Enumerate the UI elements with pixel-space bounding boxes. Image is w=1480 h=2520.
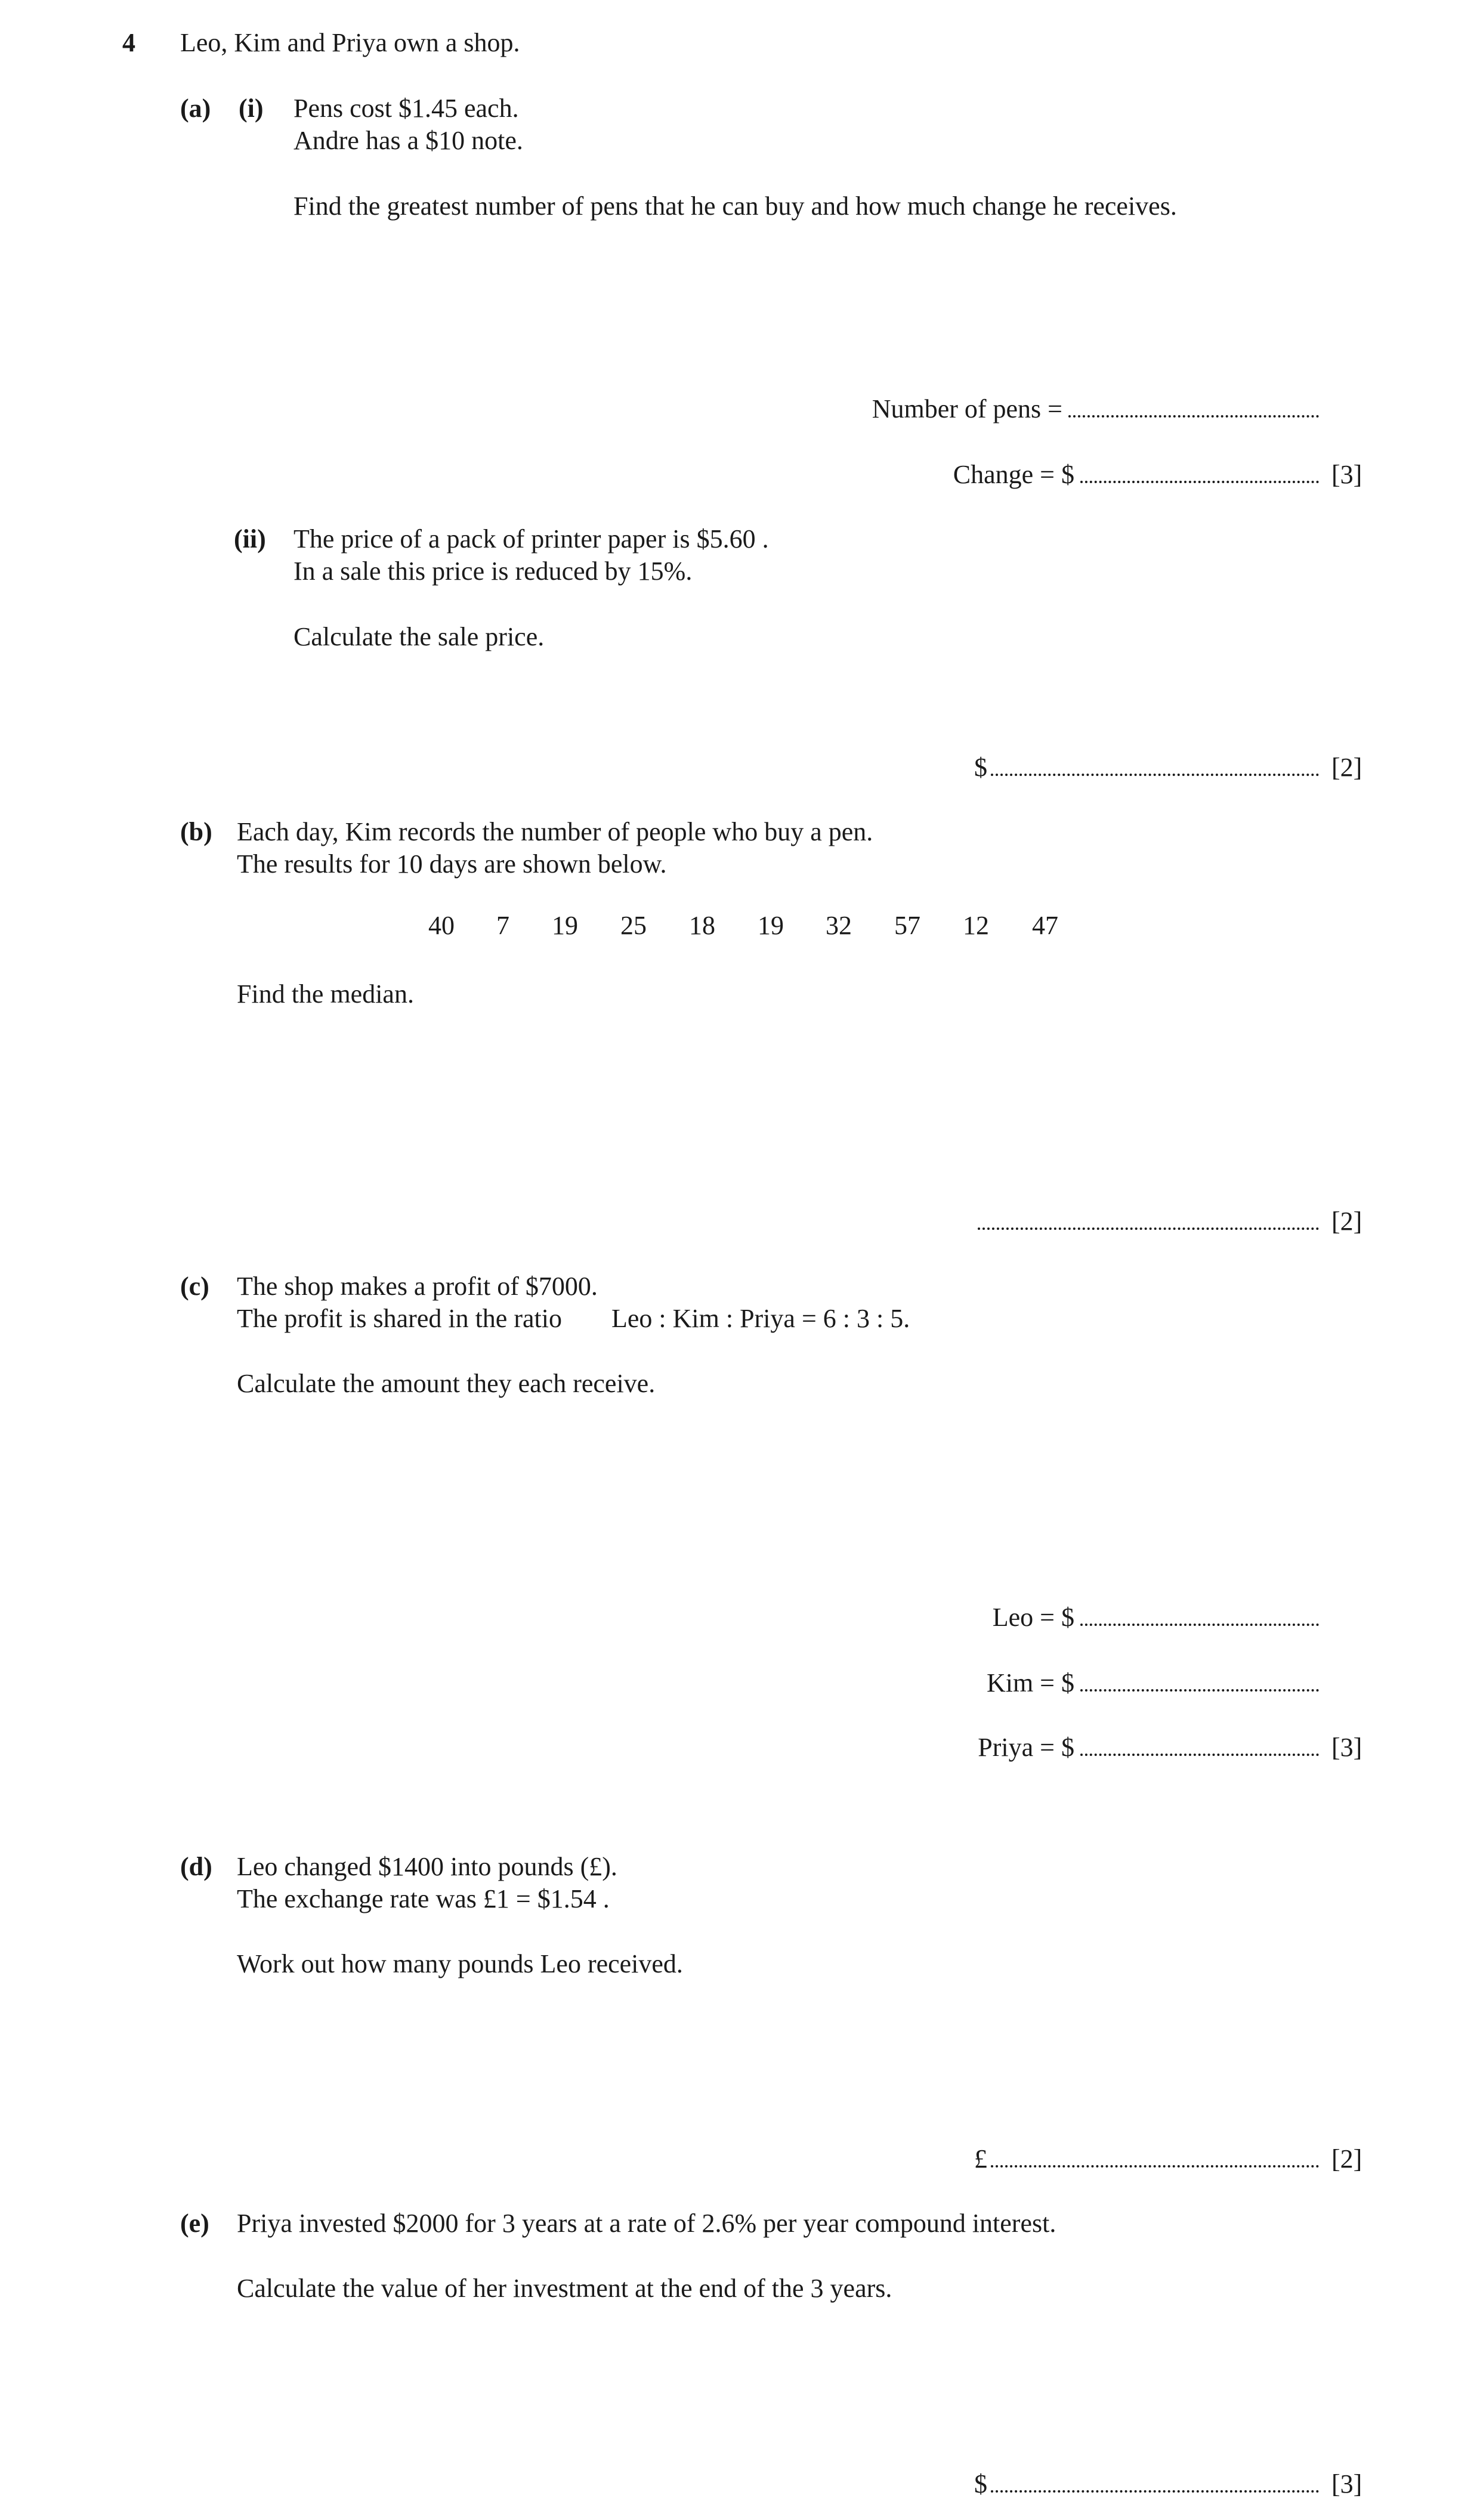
answer-investment[interactable]	[974, 2471, 1319, 2497]
part-c-instruction: Calculate the amount they each receive.	[237, 1369, 656, 1398]
answer-line[interactable]	[1080, 1624, 1319, 1626]
part-c-line1: The shop makes a profit of $7000.	[237, 1272, 598, 1301]
answer-line[interactable]	[991, 2165, 1319, 2167]
part-c-ratio: Leo : Kim : Priya = 6 : 3 : 5.	[611, 1304, 910, 1333]
change-label: Change = $	[953, 460, 1074, 489]
part-a-ii-line2: In a sale this price is reduced by 15%.	[293, 556, 693, 586]
pound-label: £	[974, 2144, 987, 2173]
marks-a-i: [3]	[1331, 460, 1362, 489]
part-a-ii-instruction: Calculate the sale price.	[293, 622, 545, 651]
part-a-i-label: (i)	[239, 94, 264, 123]
answer-median[interactable]	[975, 1208, 1319, 1235]
dollar-label: $	[974, 2469, 987, 2499]
answer-kim[interactable]	[987, 1670, 1319, 1696]
answer-priya[interactable]	[978, 1734, 1319, 1761]
dollar-label: $	[974, 753, 987, 782]
part-d-line1: Leo changed $1400 into pounds (£).	[237, 1852, 617, 1881]
part-e-line1: Priya invested $2000 for 3 years at a rate of 2.6% per year compound interest.	[237, 2209, 1056, 2238]
marks-a-ii: [2]	[1331, 753, 1362, 782]
part-a-ii-label: (ii)	[234, 524, 266, 554]
priya-label: Priya = $	[978, 1733, 1074, 1762]
part-a-i-line1: Pens cost $1.45 each.	[293, 94, 519, 123]
answer-line[interactable]	[1080, 1754, 1319, 1756]
marks-e: [3]	[1331, 2469, 1362, 2499]
data-value: 18	[689, 911, 715, 940]
part-e-label: (e)	[180, 2209, 209, 2238]
answer-number-of-pens[interactable]	[872, 396, 1319, 422]
question-number: 4	[122, 28, 135, 57]
answer-line[interactable]	[991, 2490, 1319, 2493]
part-b-line1: Each day, Kim records the number of people who buy a pen.	[237, 817, 873, 846]
part-b-instruction: Find the median.	[237, 979, 414, 1009]
data-value: 12	[963, 911, 989, 940]
part-b-line2: The results for 10 days are shown below.	[237, 849, 667, 879]
part-e-instruction: Calculate the value of her investment at the end of the 3 years.	[237, 2274, 892, 2303]
answer-leo[interactable]	[993, 1604, 1319, 1631]
data-value: 7	[496, 911, 509, 940]
kim-label: Kim = $	[986, 1668, 1074, 1697]
answer-line[interactable]	[1068, 415, 1319, 418]
part-c-line2-a: The profit is shared in the ratio	[237, 1304, 562, 1333]
answer-line[interactable]	[991, 774, 1319, 776]
marks-d: [2]	[1331, 2144, 1362, 2173]
answer-pounds[interactable]	[974, 2146, 1319, 2172]
answer-line[interactable]	[978, 1227, 1319, 1230]
part-a-ii-line1: The price of a pack of printer paper is $5.60 .	[293, 524, 769, 554]
leo-label: Leo = $	[992, 1603, 1074, 1632]
part-c-label: (c)	[180, 1272, 209, 1301]
part-b-label: (b)	[180, 817, 212, 846]
data-value: 19	[758, 911, 784, 940]
answer-line[interactable]	[1080, 1689, 1319, 1692]
part-a-i-instruction: Find the greatest number of pens that he can buy and how much change he receives.	[293, 191, 1177, 221]
data-value: 25	[620, 911, 647, 940]
answer-line[interactable]	[1080, 481, 1319, 483]
data-value: 32	[826, 911, 852, 940]
data-value: 19	[552, 911, 578, 940]
part-a-i-line2: Andre has a $10 note.	[293, 126, 523, 155]
number-of-pens-label: Number of pens =	[872, 394, 1062, 423]
data-value: 40	[428, 911, 455, 940]
part-a-label: (a)	[180, 94, 211, 123]
marks-c: [3]	[1331, 1733, 1362, 1762]
answer-sale-price[interactable]	[974, 755, 1319, 781]
marks-b: [2]	[1331, 1207, 1362, 1236]
part-d-instruction: Work out how many pounds Leo received.	[237, 1949, 683, 1978]
data-value: 57	[894, 911, 920, 940]
part-d-line2: The exchange rate was £1 = $1.54 .	[237, 1884, 610, 1913]
question-intro: Leo, Kim and Priya own a shop.	[180, 28, 520, 57]
data-value: 47	[1032, 911, 1058, 940]
answer-change[interactable]	[953, 462, 1319, 488]
part-d-label: (d)	[180, 1852, 212, 1881]
